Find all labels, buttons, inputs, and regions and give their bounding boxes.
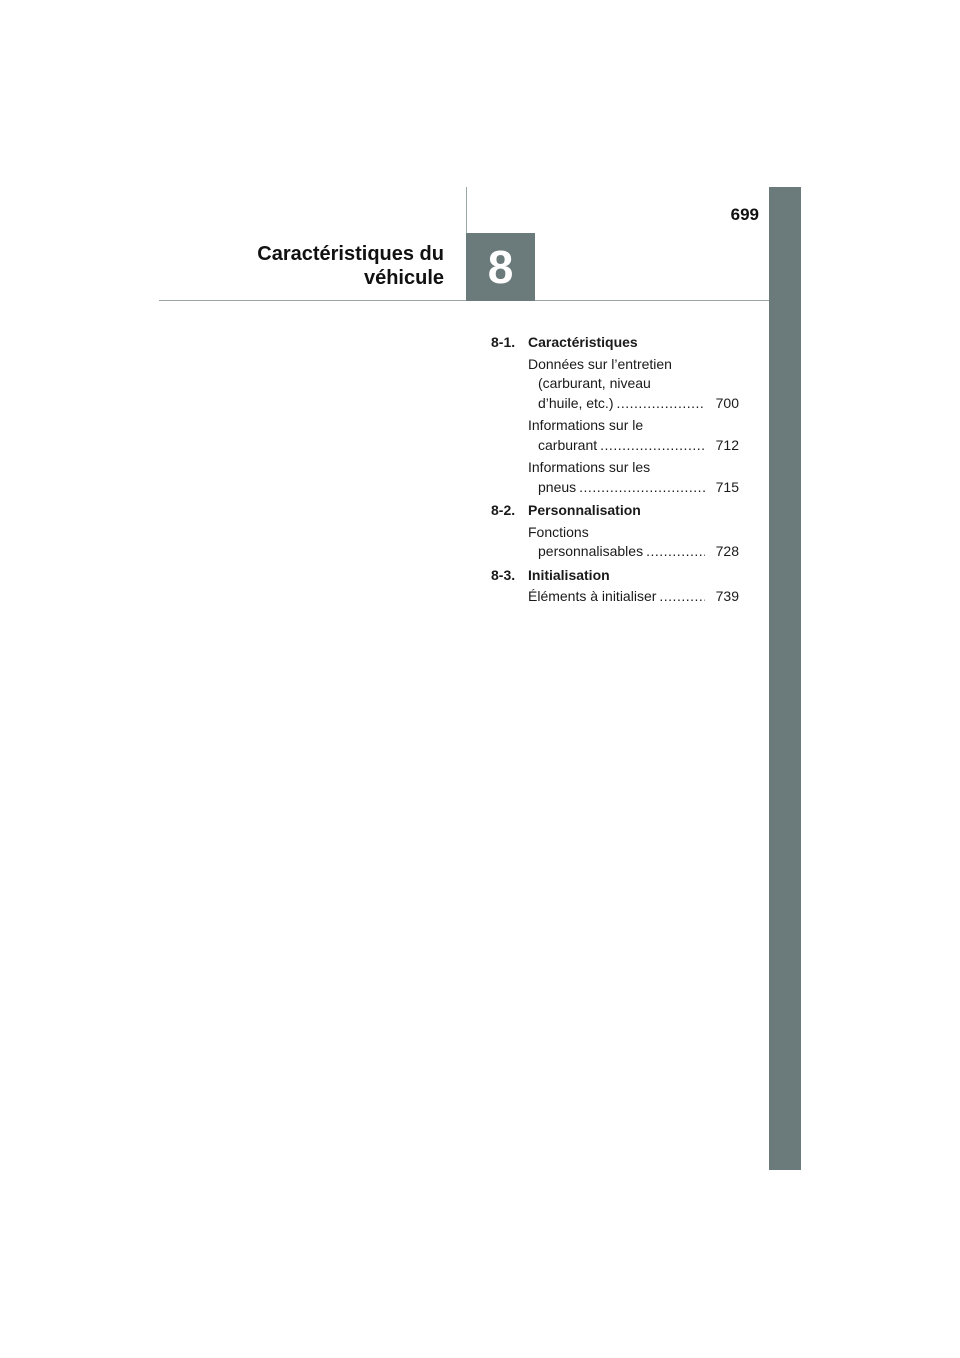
toc-entry-line: pneus	[538, 478, 577, 495]
toc-page-number: 712	[715, 436, 739, 453]
toc-entry[interactable]	[528, 355, 739, 414]
toc-section-8-3	[491, 566, 739, 607]
chapter-title-line-1: Caractéristiques du	[257, 243, 444, 265]
toc-entry-line: Informations sur le	[528, 417, 644, 433]
toc-section-title: Personnalisation	[528, 502, 641, 518]
table-of-contents	[491, 333, 739, 611]
toc-leader-dots	[659, 587, 705, 607]
toc-section-8-2	[491, 501, 739, 562]
toc-section-number: 8-2.	[491, 502, 516, 518]
toc-section-title: Caractéristiques	[528, 334, 638, 350]
toc-page-number: 739	[715, 588, 739, 604]
side-chapter-tab	[769, 187, 801, 1170]
toc-page-number: 715	[715, 478, 739, 495]
toc-entry-line: Éléments à initialiser	[528, 588, 657, 604]
chapter-number: 8	[487, 241, 514, 293]
chapter-title	[144, 242, 444, 290]
toc-section-8-1	[491, 333, 739, 497]
header-horizontal-rule	[159, 300, 769, 301]
toc-entry[interactable]	[528, 458, 739, 497]
toc-entry-line: d’huile, etc.)	[538, 394, 614, 411]
toc-section-title: Initialisation	[528, 566, 610, 583]
toc-section-heading[interactable]	[491, 333, 739, 353]
toc-entry[interactable]	[528, 587, 739, 607]
toc-leader-dots	[600, 436, 705, 456]
chapter-title-line-2: véhicule	[363, 267, 444, 289]
toc-entry-line: (carburant, niveau	[538, 375, 651, 391]
toc-leader-dots	[616, 394, 705, 414]
toc-entry-line: carburant	[538, 436, 598, 453]
toc-entry[interactable]	[528, 523, 739, 562]
toc-entry-line: Informations sur les	[528, 459, 651, 475]
toc-entry[interactable]	[528, 416, 739, 455]
page-number: 699	[730, 205, 759, 224]
toc-page-number: 728	[715, 543, 739, 559]
toc-entry-line: Données sur l’entretien	[528, 355, 672, 372]
header-vertical-rule	[466, 187, 467, 233]
toc-section-number: 8-3.	[491, 566, 516, 583]
toc-section-heading[interactable]	[491, 566, 739, 586]
chapter-number-badge	[466, 233, 535, 301]
toc-entry-line: personnalisables	[538, 543, 644, 559]
toc-leader-dots	[579, 478, 705, 498]
toc-entry-line: Fonctions	[528, 523, 589, 540]
toc-section-number: 8-1.	[491, 334, 516, 350]
toc-section-heading[interactable]	[491, 501, 739, 521]
toc-leader-dots	[646, 542, 705, 562]
toc-page-number: 700	[715, 394, 739, 411]
